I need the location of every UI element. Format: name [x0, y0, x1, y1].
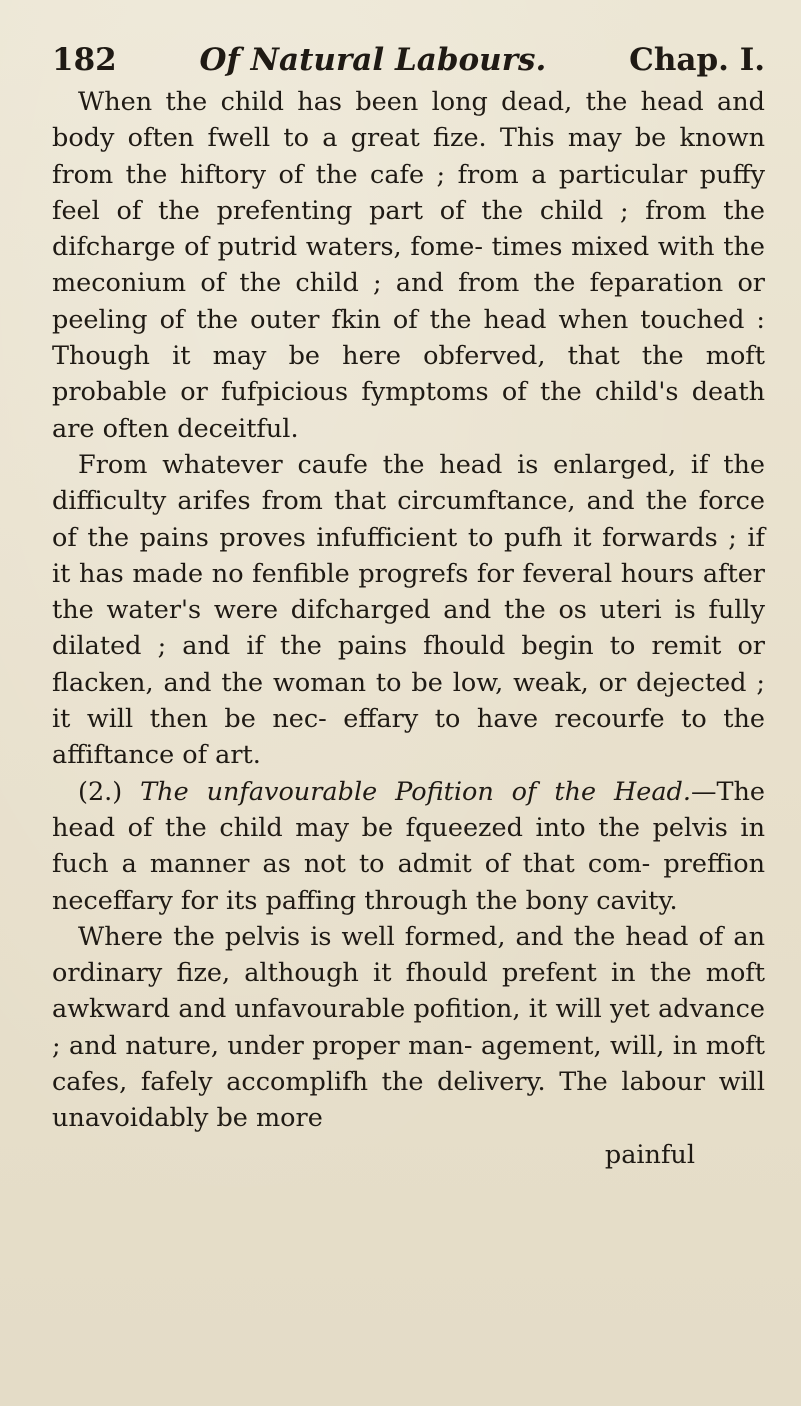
- chapter-label: Chap. I.: [629, 42, 765, 78]
- page-number: 182: [52, 42, 117, 78]
- running-head: [52, 40, 765, 80]
- section-number: (2.): [78, 776, 123, 807]
- paragraph-2: From whatever caufe the head is enlarged, if the difficulty arifes from that circumftance, and the force of the pains proves infufficient to pufh it forwards ; if it has made no fenfible progrefs for feveral hours after the water's were difcharged and the os uteri is fully dilated ; and if the pains fhould begin to remit or flacken, and the woman to be low, weak, or dejected ; it will then be nec- effary to have recourfe to the affiftance of art.: [52, 449, 765, 771]
- section-heading: The unfavourable Pofition of the Head.: [140, 776, 691, 807]
- paragraph-3: [52, 774, 765, 919]
- paragraph-4: Where the pelvis is well formed, and the head of an ordinary fize, although it fhould prefent in the moft awkward and unfavourable pofition, it will yet advance ; and nature, under proper man- agement, will, in moft cafes, fafely accomplifh the delivery. The labour will unavoidably be more: [52, 921, 765, 1134]
- paragraph-3-text: —The head of the child may be fqueezed into the pelvis in fuch a manner as not to admit of that com- preffion neceffary for its paffing through the bony cavity.: [52, 776, 766, 916]
- body-text: [52, 84, 765, 1137]
- paragraph-1: When the child has been long dead, the head and body often fwell to a great fize. This may be known from the hiftory of the cafe ; from a particular puffy feel of the prefenting part of the child ; from the difcharge of putrid waters, fome- times mixed with the meconium of the child ; and from the feparation or peeling of the outer fkin of the head when touched : Though it may be here obferved, that the moft probable or fufpicious fymptoms of the child's death are often deceitful.: [52, 87, 765, 444]
- catchword: painful: [604, 1139, 695, 1170]
- running-title: Of Natural Labours.: [199, 42, 547, 78]
